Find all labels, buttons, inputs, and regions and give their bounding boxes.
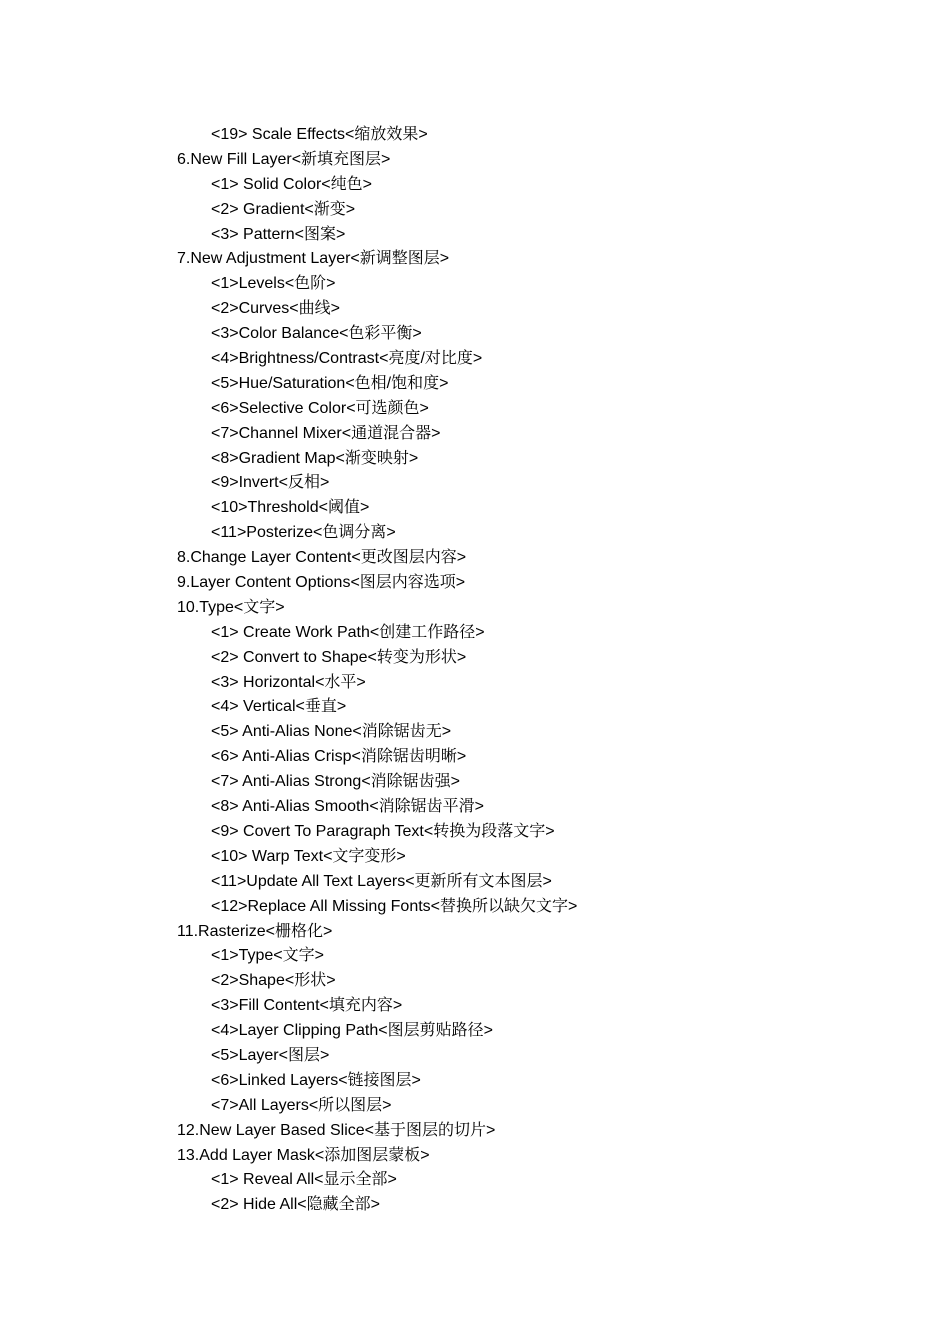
menu-subitem: <6> Anti-Alias Crisp<消除锯齿明晰> xyxy=(211,748,467,766)
menu-subitem: <9>Invert<反相> xyxy=(211,474,330,492)
menu-subitem: <3> Horizontal<水平> xyxy=(211,673,366,691)
menu-subitem: <2>Shape<形状> xyxy=(211,972,336,990)
menu-subitem: <2> Convert to Shape<转变为形状> xyxy=(211,648,467,666)
menu-section-heading: 8.Change Layer Content<更改图层内容> xyxy=(177,549,467,567)
menu-section-heading: 12.New Layer Based Slice<基于图层的切片> xyxy=(177,1121,496,1139)
menu-subitem: <3> Pattern<图案> xyxy=(211,225,346,243)
menu-subitem: <10> Warp Text<文字变形> xyxy=(211,847,406,865)
menu-subitem: <7>All Layers<所以图层> xyxy=(211,1096,392,1114)
menu-subitem: <1>Type<文字> xyxy=(211,947,324,965)
menu-subitem: <1> Create Work Path<创建工作路径> xyxy=(211,623,485,641)
menu-subitem: <12>Replace All Missing Fonts<替换所以缺欠文字> xyxy=(211,897,578,915)
menu-subitem: <9> Covert To Paragraph Text<转换为段落文字> xyxy=(211,822,555,840)
document-body xyxy=(0,123,950,1218)
menu-subitem: <7>Channel Mixer<通道混合器> xyxy=(211,424,441,442)
menu-subitem: <10>Threshold<阈值> xyxy=(211,499,370,517)
menu-subitem: <2>Curves<曲线> xyxy=(211,300,340,318)
menu-subitem: <5> Anti-Alias None<消除锯齿无> xyxy=(211,723,452,741)
menu-subitem: <2> Gradient<渐变> xyxy=(211,200,356,218)
menu-subitem: <7> Anti-Alias Strong<消除锯齿强> xyxy=(211,773,461,791)
menu-subitem: <3>Color Balance<色彩平衡> xyxy=(211,325,422,343)
menu-section-heading: 11.Rasterize<栅格化> xyxy=(177,922,333,940)
menu-section-heading: 13.Add Layer Mask<添加图层蒙板> xyxy=(177,1146,430,1164)
menu-subitem: <4> Vertical<垂直> xyxy=(211,698,347,716)
menu-section-heading: 7.New Adjustment Layer<新调整图层> xyxy=(177,250,450,268)
menu-subitem: <19> Scale Effects<缩放效果> xyxy=(211,126,428,143)
menu-section-heading: 10.Type<文字> xyxy=(177,598,285,616)
menu-subitem: <11>Posterize<色调分离> xyxy=(211,524,396,542)
menu-subitem: <8> Anti-Alias Smooth<消除锯齿平滑> xyxy=(211,798,485,816)
menu-section-heading: 9.Layer Content Options<图层内容选项> xyxy=(177,574,466,592)
menu-subitem: <6>Linked Layers<链接图层> xyxy=(211,1071,421,1089)
menu-subitem: <8>Gradient Map<渐变映射> xyxy=(211,449,419,467)
menu-subitem: <5>Hue/Saturation<色相/饱和度> xyxy=(211,374,449,392)
menu-subitem: <2> Hide All<隐藏全部> xyxy=(211,1196,380,1214)
menu-subitem: <1>Levels<色阶> xyxy=(211,275,336,293)
menu-subitem: <1> Reveal All<显示全部> xyxy=(211,1171,397,1189)
menu-subitem: <4>Brightness/Contrast<亮度/对比度> xyxy=(211,350,483,368)
menu-subitem: <5>Layer<图层> xyxy=(211,1046,330,1064)
menu-subitem: <11>Update All Text Layers<更新所有文本图层> xyxy=(211,872,552,890)
menu-section-heading: 6.New Fill Layer<新填充图层> xyxy=(177,150,391,168)
menu-subitem: <4>Layer Clipping Path<图层剪贴路径> xyxy=(211,1022,493,1040)
menu-subitem: <1> Solid Color<纯色> xyxy=(211,175,372,193)
menu-subitem: <3>Fill Content<填充内容> xyxy=(211,997,403,1015)
menu-subitem: <6>Selective Color<可选颜色> xyxy=(211,399,429,417)
